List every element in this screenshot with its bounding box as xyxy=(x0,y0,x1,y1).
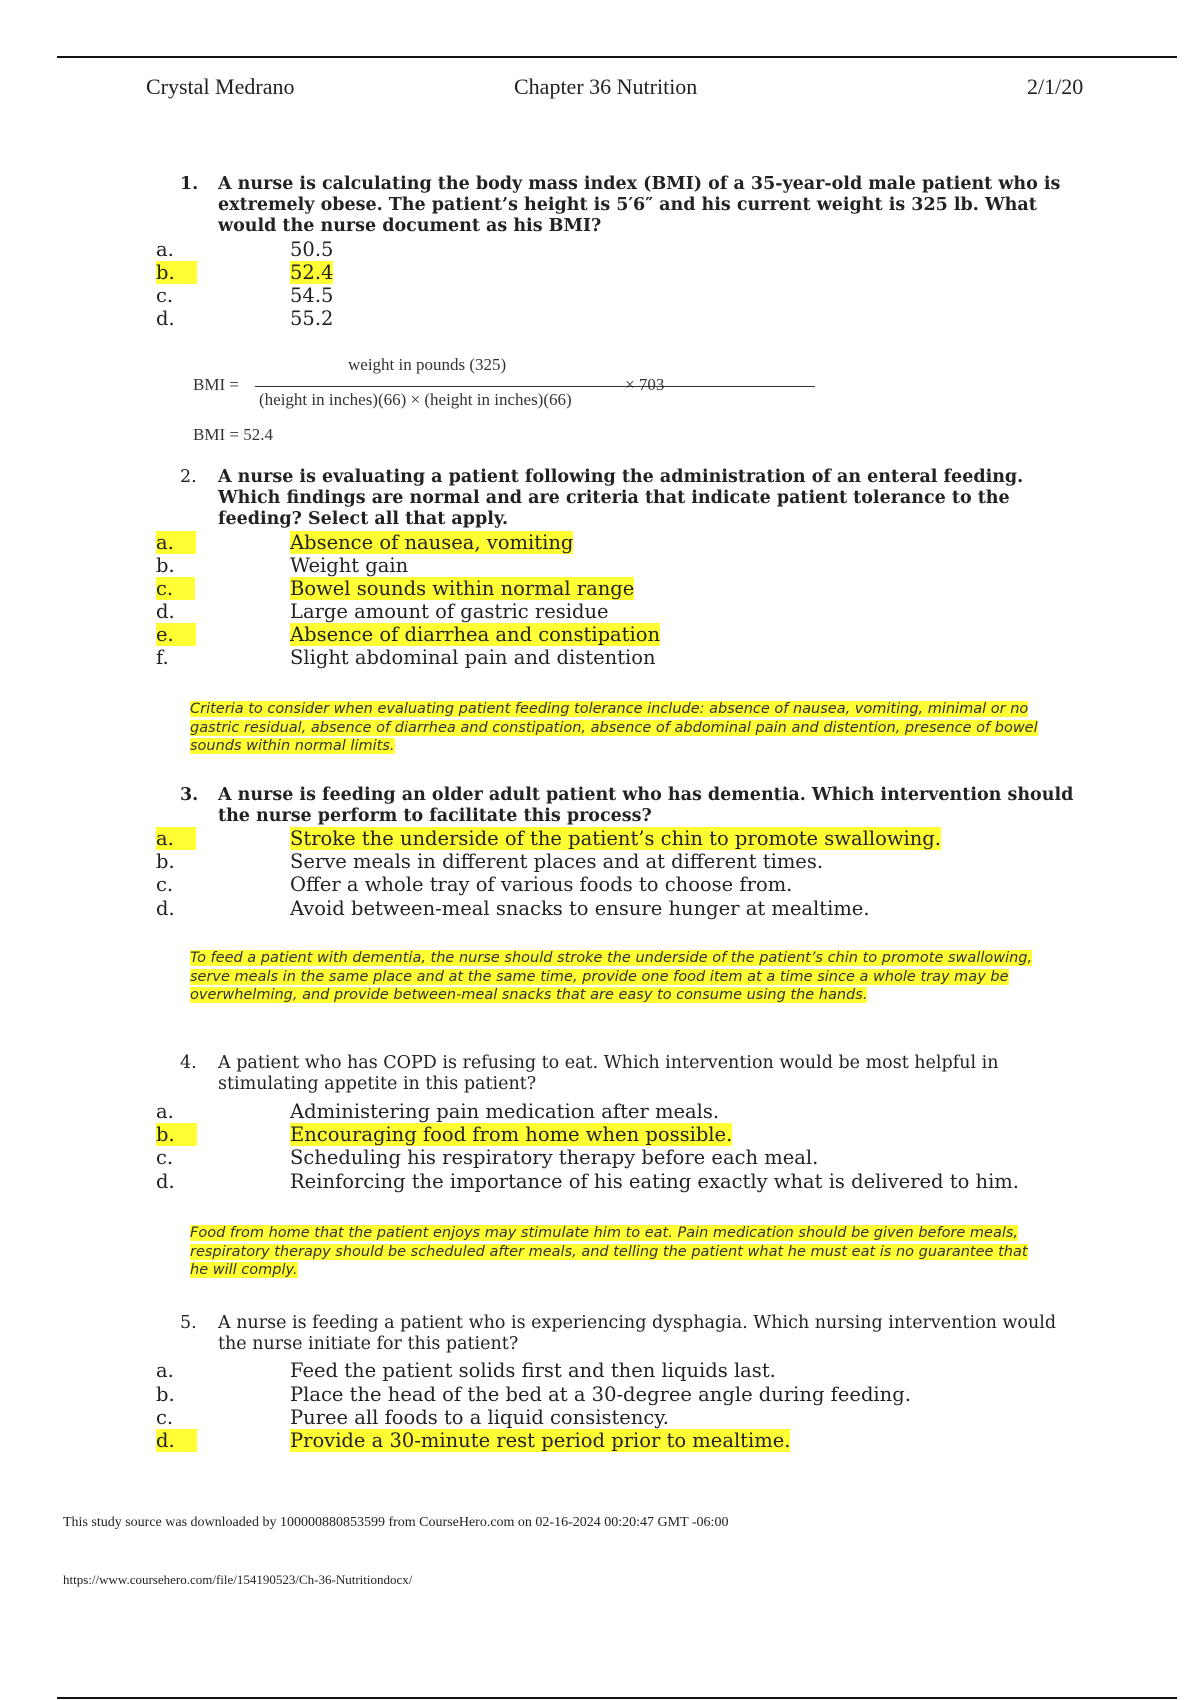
question-5: 5. A nurse is feeding a patient who is experiencing dysphagia. Which nursing intervention would the nurse initiate for this patient? xyxy=(180,1313,1080,1355)
download-notice: This study source was downloaded by 100000880853599 from CourseHero.com on 02-16-2024 00:20:47 GMT -06:00 xyxy=(63,1515,729,1530)
q2-explanation: Criteria to consider when evaluating patient feeding tolerance include: absence of nausea, vomiting, minimal or no gastric residual, absence of diarrhea and constipation, absence of abdominal pain and distention, presence of bowel sounds within normal limits. xyxy=(190,701,1038,754)
bmi-formula xyxy=(193,355,713,445)
question-5-text: A nurse is feeding a patient who is experiencing dysphagia. Which nursing intervention would the nurse initiate for this patient? xyxy=(218,1313,1057,1354)
document-date: 2/1/20 xyxy=(1027,74,1084,99)
fraction-bar xyxy=(255,386,815,387)
question-2: 2. A nurse is evaluating a patient following the administration of an enteral feeding. Which findings are normal and are criteria that indicate patient tolerance to the feeding? Select all that apply. xyxy=(180,467,1080,530)
question-1-text: A nurse is calculating the body mass index (BMI) of a 35-year-old male patient who is extremely obese. The patient’s height is 5′6″ and his current weight is 325 lb. What would the nurse document as his BMI? xyxy=(218,174,1061,236)
question-4: 4. A patient who has COPD is refusing to eat. Which intervention would be most helpful in stimulating appetite in this patient? xyxy=(180,1053,1080,1095)
student-name: Crystal Medrano xyxy=(146,74,295,99)
question-4-text: A patient who has COPD is refusing to eat. Which intervention would be most helpful in stimulating appetite in this patient? xyxy=(218,1053,999,1094)
question-2-text: A nurse is evaluating a patient following the administration of an enteral feeding. Which findings are normal and are criteria that indicate patient tolerance to the feeding? Select all that apply. xyxy=(218,467,1024,529)
formula-multiplier: × 703 xyxy=(625,375,665,394)
question-3: 3. A nurse is feeding an older adult patient who has dementia. Which intervention should the nurse perform to facilitate this process? xyxy=(180,785,1080,827)
q4-explanation: Food from home that the patient enjoys may stimulate him to eat. Pain medication should be given before meals, respiratory therapy should be scheduled after meals, and telling the patient what he must eat is no guarantee that he will comply. xyxy=(190,1225,1028,1278)
source-url[interactable]: https://www.coursehero.com/file/154190523/Ch-36-Nutritiondocx/ xyxy=(63,1572,413,1587)
question-3-text: A nurse is feeding an older adult patient who has dementia. Which intervention should the nurse perform to facilitate this process? xyxy=(218,785,1074,826)
question-1: 1. A nurse is calculating the body mass index (BMI) of a 35-year-old male patient who is extremely obese. The patient’s height is 5′6″ and his current weight is 325 lb. What would the nurse document as his BMI? xyxy=(180,174,1080,237)
formula-denominator: (height in inches)(66) × (height in inches)(66) xyxy=(259,390,572,409)
chapter-title: Chapter 36 Nutrition xyxy=(514,74,698,99)
bottom-rule xyxy=(57,1697,1177,1699)
formula-lhs: BMI = xyxy=(193,375,239,394)
formula-result: BMI = 52.4 xyxy=(193,425,273,444)
formula-numerator: weight in pounds (325) xyxy=(348,355,507,374)
q3-explanation: To feed a patient with dementia, the nurse should stroke the underside of the patient’s chin to promote swallowing, serve meals in the same place and at the same time, provide one food item at a time since a whole tray may be overwhelming, and provide between-meal snacks that are easy to consume using the hands. xyxy=(190,950,1033,1003)
top-rule xyxy=(57,56,1177,58)
page-header xyxy=(0,74,1200,104)
